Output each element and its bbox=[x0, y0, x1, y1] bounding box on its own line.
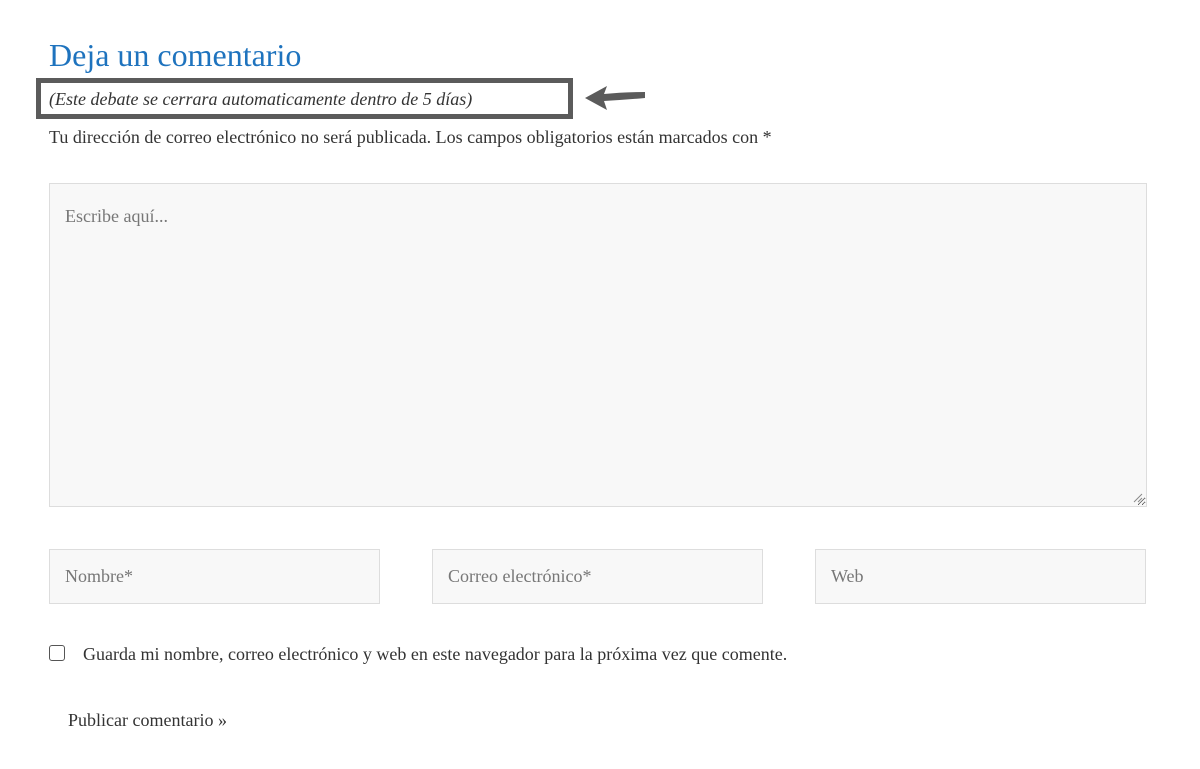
left-arrow-icon bbox=[583, 83, 647, 113]
resize-handle-icon[interactable] bbox=[1131, 491, 1143, 503]
consent-checkbox[interactable] bbox=[49, 645, 65, 661]
submit-comment-button[interactable]: Publicar comentario » bbox=[52, 700, 243, 740]
auto-close-notice-highlight bbox=[36, 78, 573, 119]
name-field[interactable] bbox=[49, 549, 380, 604]
auto-close-notice: (Este debate se cerrara automaticamente dentro de 5 días) bbox=[49, 89, 473, 109]
comment-textarea[interactable] bbox=[49, 183, 1147, 507]
comment-form-title: Deja un comentario bbox=[49, 37, 302, 73]
email-field[interactable] bbox=[432, 549, 763, 604]
web-field[interactable] bbox=[815, 549, 1146, 604]
consent-label[interactable]: Guarda mi nombre, correo electrónico y web en este navegador para la próxima vez que comente. bbox=[83, 644, 788, 664]
email-notice: Tu dirección de correo electrónico no será publicada. Los campos obligatorios están marcados con * bbox=[49, 127, 772, 147]
consent-row bbox=[49, 642, 787, 666]
